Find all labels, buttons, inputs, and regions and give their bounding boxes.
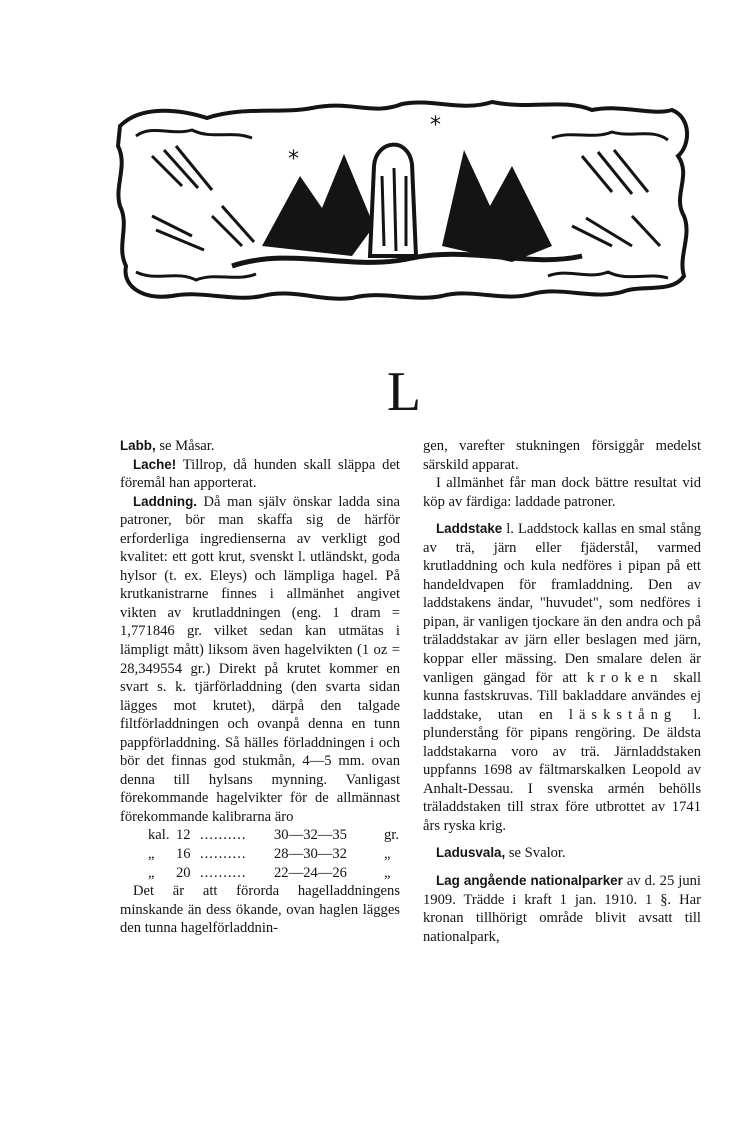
caliber-row bbox=[148, 826, 399, 845]
caliber-number: 12 bbox=[176, 827, 191, 844]
caliber-leader-dots: .......... bbox=[200, 827, 247, 844]
entry-laddstake bbox=[423, 520, 701, 835]
caliber-unit: gr. bbox=[384, 827, 399, 844]
caliber-number: 20 bbox=[176, 864, 191, 881]
entry-labb-headword: Labb, bbox=[120, 438, 156, 453]
term-kroken: kroken bbox=[586, 669, 664, 686]
entry-lag-text: av d. 25 juni 1909. Trädde i kraft 1 jan. 1910. 1 §. Har kronan tillhörigt område blivit avsatt till nationalpark, bbox=[423, 873, 701, 945]
left-column bbox=[120, 437, 400, 938]
term-laskstang: läskstång bbox=[568, 706, 678, 723]
right-column bbox=[423, 437, 701, 946]
laddning-end: gen, varefter stukningen försiggår medelst särskild apparat. bbox=[423, 438, 701, 473]
chapter-letter: L bbox=[386, 361, 422, 423]
caliber-number: 16 bbox=[176, 846, 191, 863]
entry-lag-headword: Lag angående nationalparker bbox=[436, 873, 623, 889]
vignette-star-right: * bbox=[430, 113, 441, 138]
caliber-row bbox=[148, 864, 399, 883]
vignette-star-left: * bbox=[288, 147, 299, 172]
caliber-leader-dots: .......... bbox=[200, 846, 247, 863]
entry-ladusvala-headword: Ladusvala, bbox=[436, 845, 506, 861]
entry-laddning bbox=[120, 493, 400, 827]
entry-laddstake-text-1: l. Laddstock kallas en smal stång av trä, järn eller fjäderstål, varmed krutladdning och kula nedföres i pipan på ett handeldvapen för framladdning. Den av laddstakens ändar, "huvudet", som nedföres i pipan, är vanligen tjockare än den andra och på träladdstakar av järn eller beslagen med järn, koppar eller mässing. Den smalare delen är vanligen gängad för att bbox=[423, 521, 701, 686]
entry-lache-text: Tillrop, då hunden skall släppa det föremål han apporterat. bbox=[120, 456, 400, 492]
caliber-table bbox=[148, 826, 399, 882]
entry-laddning-headword: Laddning. bbox=[133, 493, 197, 509]
caliber-prefix: „ bbox=[148, 864, 155, 881]
entry-laddstake-headword: Laddstake bbox=[436, 521, 503, 537]
caliber-unit: „ bbox=[384, 864, 391, 881]
laddning-continuation: Det är att förorda hagelladdningens minskande än dess ökande, ovan haglen lägges den tunna hagelförladdnin- bbox=[120, 883, 400, 937]
entry-laddning-text: Då man själv önskar ladda sina patroner, bör man skaffa sig de härför erforderliga ingredienserna av verkligt god kvalitet: ett gott krut, svenskt l. utländskt, goda hylsor (t. ex. Eleys) och lämpliga hagel. På krutkanistrarne finnes i allmänhet angivet vikten av krutladdningen (eng. 1 dram = 1,771846 gr. vilket sedan kan utmätas i lämpligt mått) liksom även hagelvikten (1 oz = 28,349554 gr.) Direkt på krutet kommer en svart s. k. tjärförladdning (den svarta sidan lägges mot krutet), därpå den talgade filtförladdningen och ovanpå denna en tunn pappförladdning. Så hälles förladdningen i och bör det finnas god stukmån, 4—5 mm. ovan denna till hylsans mynning. Vanligast förekommande hagelvikter för de allmännast förekommande kalibrarna äro bbox=[120, 493, 400, 825]
caliber-weights: 22—24—26 bbox=[274, 864, 347, 881]
entry-ladusvala bbox=[423, 844, 701, 863]
entry-ladusvala-text: se Svalor. bbox=[505, 845, 566, 862]
entry-lag-nationalparker bbox=[423, 872, 701, 946]
entry-lache bbox=[120, 456, 400, 493]
laddning-advice: I allmänhet får man dock bättre resultat vid köp av färdiga: laddade patroner. bbox=[423, 475, 701, 510]
caliber-row bbox=[148, 845, 399, 864]
caliber-prefix: kal. bbox=[148, 827, 170, 844]
vignette-cactus bbox=[370, 145, 416, 256]
caliber-weights: 30—32—35 bbox=[274, 827, 347, 844]
caliber-prefix: „ bbox=[148, 846, 155, 863]
entry-laddstake-text-2: skall kunna fastskruvas. Till bakladdare användes ej laddstake, utan en bbox=[423, 669, 701, 723]
caliber-weights: 28—30—32 bbox=[274, 846, 347, 863]
caliber-leader-dots: .......... bbox=[200, 864, 247, 881]
vignette-mountain-right bbox=[442, 150, 552, 262]
decorative-vignette bbox=[112, 96, 696, 304]
caliber-unit: „ bbox=[384, 846, 391, 863]
entry-labb-text: se Måsar. bbox=[155, 438, 215, 454]
vignette-hatch-left bbox=[152, 146, 254, 250]
entry-labb bbox=[120, 437, 400, 456]
vignette-hatch-right bbox=[572, 150, 660, 246]
entry-laddstake-text-3: l. plunderstång för pipans rengöring. De äldsta laddstakarna voro av trä. Järnladdstaken uppfanns 1698 av fältmarskalken Leopold av Anhalt-Dessau. I svenska armén behölls träladdstaken till strax före utbrottet av 1741 års ryska krig. bbox=[423, 706, 701, 834]
entry-lache-headword: Lache! bbox=[133, 456, 177, 472]
vignette-mountain-left bbox=[262, 154, 374, 256]
